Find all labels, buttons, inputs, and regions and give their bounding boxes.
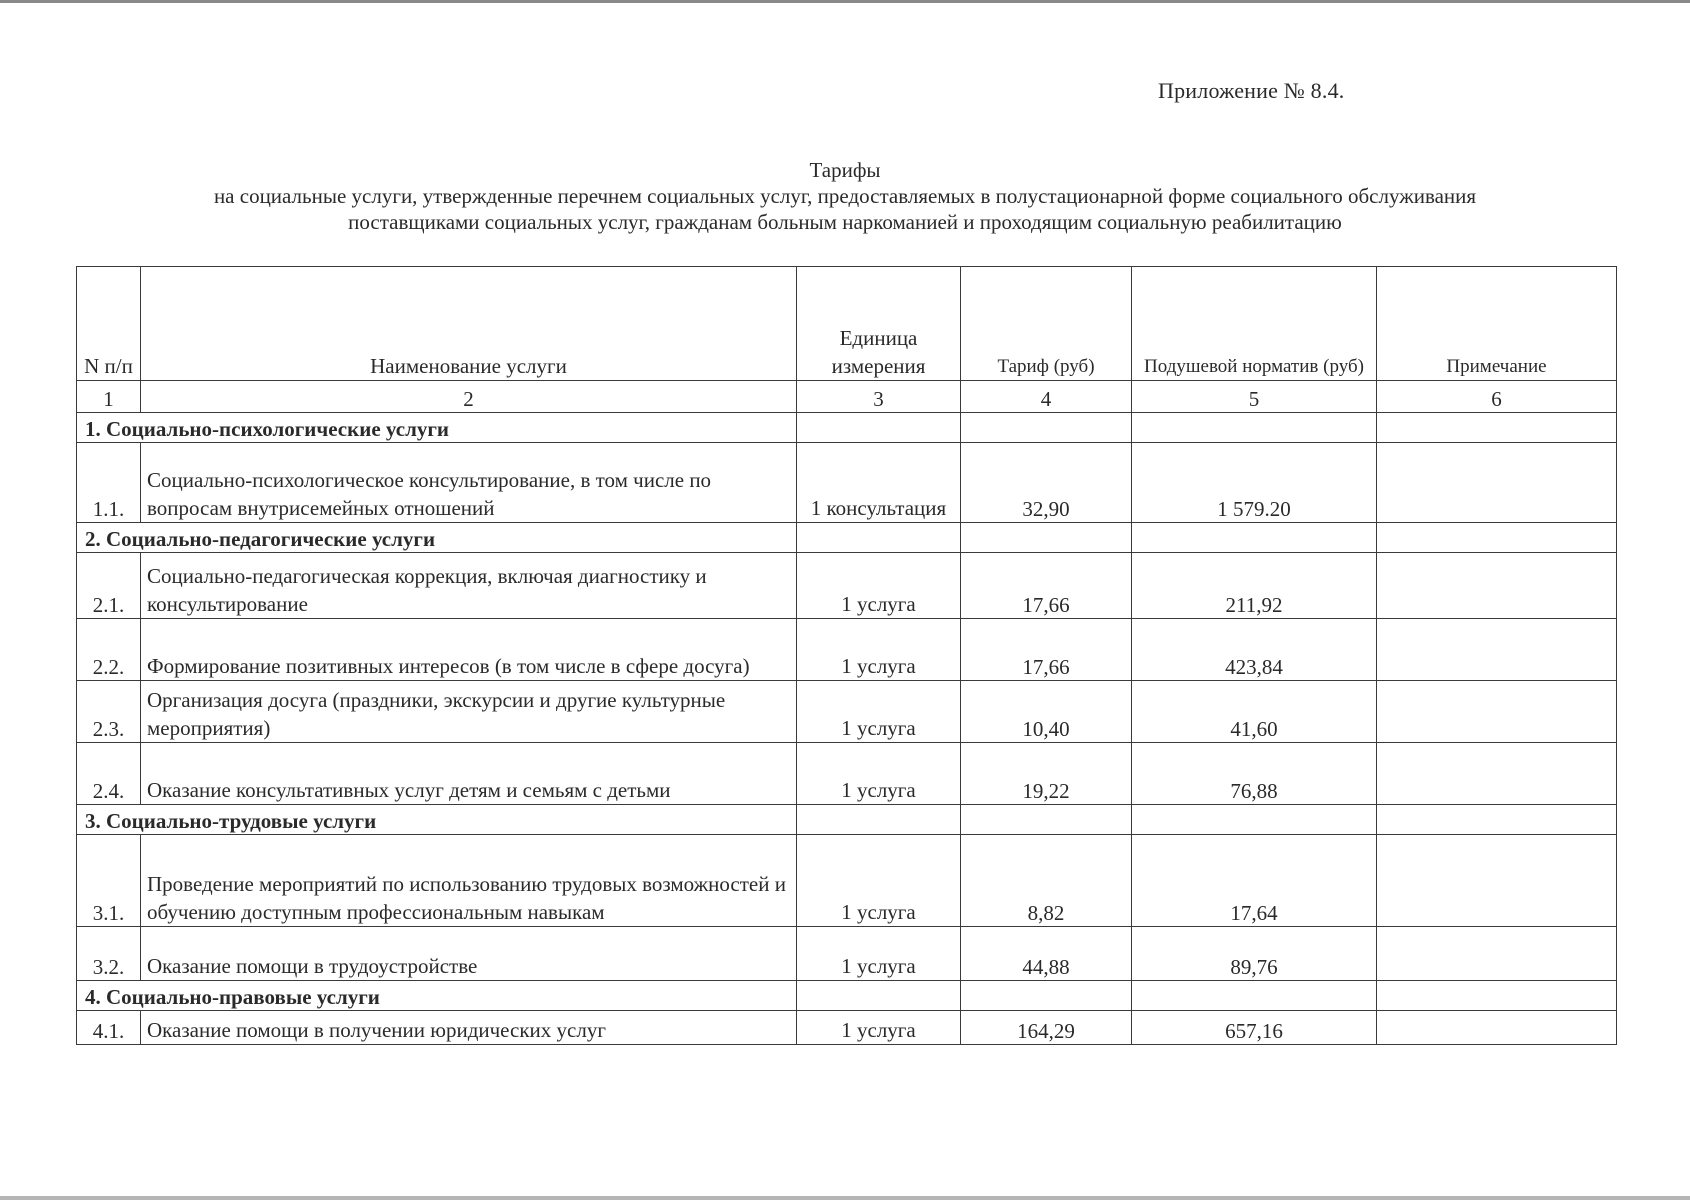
note-cell [1377,835,1617,927]
per-capita-norm: 657,16 [1132,1011,1377,1045]
tariff-value: 8,82 [961,835,1132,927]
note-cell [1377,443,1617,523]
row-number: 2.1. [77,553,141,619]
header-note: Примечание [1377,267,1617,381]
section-row [77,413,1617,443]
section-empty-cell [1132,413,1377,443]
tariff-value: 10,40 [961,681,1132,743]
header-tariff: Тариф (руб) [961,267,1132,381]
header-name: Наименование услуги [141,267,797,381]
service-name: Оказание помощи в трудоустройстве [141,927,797,981]
section-empty-cell [797,981,961,1011]
col-number: 6 [1377,381,1617,413]
col-number: 5 [1132,381,1377,413]
section-empty-cell [1132,523,1377,553]
appendix-label: Приложение № 8.4. [1158,78,1345,103]
section-empty-cell [961,981,1132,1011]
note-cell [1377,1011,1617,1045]
section-empty-cell [961,805,1132,835]
unit-of-measure: 1 услуга [797,1011,961,1045]
section-empty-cell [797,805,961,835]
service-name: Проведение мероприятий по использованию трудовых возможностей и обучению доступным профессиональным навыкам [141,835,797,927]
tariff-value: 164,29 [961,1011,1132,1045]
section-empty-cell [961,413,1132,443]
per-capita-norm: 423,84 [1132,619,1377,681]
section-empty-cell [797,523,961,553]
unit-of-measure: 1 услуга [797,681,961,743]
col-number: 3 [797,381,961,413]
table-row [77,443,1617,523]
section-empty-cell [797,413,961,443]
row-number: 3.2. [77,927,141,981]
unit-of-measure: 1 услуга [797,927,961,981]
unit-of-measure: 1 услуга [797,553,961,619]
note-cell [1377,619,1617,681]
scan-top-edge [0,0,1690,3]
row-number: 3.1. [77,835,141,927]
per-capita-norm: 89,76 [1132,927,1377,981]
title-line-2: на социальные услуги, утвержденные перечнем социальных услуг, предоставляемых в полустационарной форме социального обслуживания [213,184,1477,208]
unit-of-measure: 1 услуга [797,743,961,805]
note-cell [1377,553,1617,619]
table-row [77,619,1617,681]
header-unit: Единица измерения [797,267,961,381]
section-title: 2. Социально-педагогические услуги [77,523,797,553]
section-empty-cell [1132,981,1377,1011]
table-row [77,743,1617,805]
section-row [77,981,1617,1011]
title-line-3: поставщиками социальных услуг, гражданам больным наркоманией и проходящим социальную реабилитацию [348,210,1342,234]
tariff-value: 44,88 [961,927,1132,981]
section-empty-cell [1377,805,1617,835]
note-cell [1377,927,1617,981]
section-row [77,523,1617,553]
service-name: Оказание консультативных услуг детям и семьям с детьми [141,743,797,805]
tariff-value: 32,90 [961,443,1132,523]
service-name: Социально-педагогическая коррекция, включая диагностику и консультирование [141,553,797,619]
section-empty-cell [1132,805,1377,835]
unit-of-measure: 1 услуга [797,835,961,927]
scan-bottom-edge [0,1196,1690,1200]
tariffs-table [76,266,1617,1045]
per-capita-norm: 211,92 [1132,553,1377,619]
col-number: 2 [141,381,797,413]
note-cell [1377,681,1617,743]
row-number: 2.3. [77,681,141,743]
section-title: 4. Социально-правовые услуги [77,981,797,1011]
section-title: 3. Социально-трудовые услуги [77,805,797,835]
row-number: 2.4. [77,743,141,805]
section-empty-cell [961,523,1132,553]
service-name: Формирование позитивных интересов (в том числе в сфере досуга) [141,619,797,681]
row-number: 1.1. [77,443,141,523]
row-number: 2.2. [77,619,141,681]
title-line-1: Тарифы [809,158,881,182]
per-capita-norm: 1 579.20 [1132,443,1377,523]
per-capita-norm: 17,64 [1132,835,1377,927]
column-number-row [77,381,1617,413]
section-empty-cell [1377,981,1617,1011]
header-norm: Подушевой норматив (руб) [1132,267,1377,381]
table-row [77,927,1617,981]
tariff-value: 17,66 [961,619,1132,681]
service-name: Социально-психологическое консультирование, в том числе по вопросам внутрисемейных отношений [141,443,797,523]
header-num: N п/п [77,267,141,381]
tariff-value: 17,66 [961,553,1132,619]
table-row [77,553,1617,619]
unit-of-measure: 1 услуга [797,619,961,681]
table-row [77,1011,1617,1045]
table-row [77,835,1617,927]
table-row [77,681,1617,743]
row-number: 4.1. [77,1011,141,1045]
note-cell [1377,743,1617,805]
service-name: Оказание помощи в получении юридических услуг [141,1011,797,1045]
section-title: 1. Социально-психологические услуги [77,413,797,443]
unit-of-measure: 1 консультация [797,443,961,523]
col-number: 1 [77,381,141,413]
per-capita-norm: 41,60 [1132,681,1377,743]
document-title [80,157,1610,235]
section-row [77,805,1617,835]
tariff-value: 19,22 [961,743,1132,805]
header-row [77,267,1617,381]
section-empty-cell [1377,413,1617,443]
per-capita-norm: 76,88 [1132,743,1377,805]
service-name: Организация досуга (праздники, экскурсии и другие культурные мероприятия) [141,681,797,743]
section-empty-cell [1377,523,1617,553]
col-number: 4 [961,381,1132,413]
